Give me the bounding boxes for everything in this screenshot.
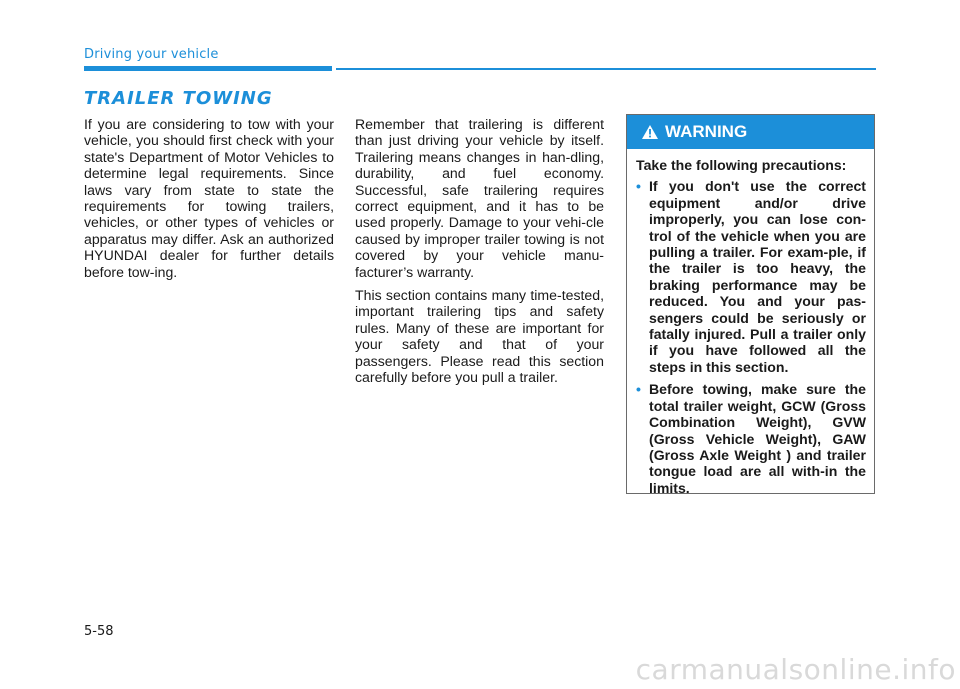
- left-column: [84, 116, 334, 287]
- watermark: carmanualsonline.info: [635, 653, 956, 686]
- warning-title: WARNING: [665, 122, 748, 141]
- warning-list: [636, 178, 866, 496]
- paragraph: This section contains many time-tested, important trailering tips and safety rules. Many of these are important for your safety and that of your passengers. Please read this section carefully before you pull a trailer.: [355, 287, 604, 386]
- bullet-icon: •: [636, 381, 641, 398]
- warning-intro: Take the following precautions:: [636, 157, 847, 173]
- header-rule-thick: [84, 66, 332, 71]
- paragraph: Remember that trailering is different than just driving your vehicle by itself. Trailering means changes in han-dling, durability, and fuel economy. Successful, safe trailering requires correct equipment, and it has to be used properly. Damage to your vehi-cle caused by improper trailer towing is not covered by your vehicle manu-facturer’s warranty.: [355, 116, 604, 280]
- warning-item-text: If you don't use the correct equipment and/or drive improperly, you can lose con-trol of the vehicle when you are pulling a trailer. For exam-ple, if the trailer is too heavy, the braking performance may be reduced. You and your pas-sengers could be seriously or fatally injured. Pull a trailer only if you have followed all the steps in this section.: [649, 178, 866, 375]
- warning-triangle-icon: [641, 124, 659, 140]
- list-item: [636, 381, 866, 496]
- header-rule-thin: [336, 68, 876, 70]
- page-number: 5-58: [84, 624, 114, 639]
- warning-box: [626, 114, 875, 494]
- list-item: [636, 178, 866, 375]
- warning-body: [627, 149, 874, 496]
- bullet-icon: •: [636, 178, 641, 195]
- middle-column: [355, 116, 604, 393]
- page-title: TRAILER TOWING: [84, 88, 273, 109]
- warning-header: [627, 115, 874, 149]
- section-label: Driving your vehicle: [84, 47, 219, 62]
- warning-item-text: Before towing, make sure the total trailer weight, GCW (Gross Combination Weight), GVW (Gross Vehicle Weight), GAW (Gross Axle Weight ) and trailer tongue load are all with-in the limits.: [649, 381, 866, 496]
- paragraph: If you are considering to tow with your vehicle, you should first check with your state's Department of Motor Vehicles to determine legal requirements. Since laws vary from state to state the requirements for towing trailers, vehicles, or other types of vehicles or apparatus may differ. Ask an authorized HYUNDAI dealer for further details before tow-ing.: [84, 116, 334, 280]
